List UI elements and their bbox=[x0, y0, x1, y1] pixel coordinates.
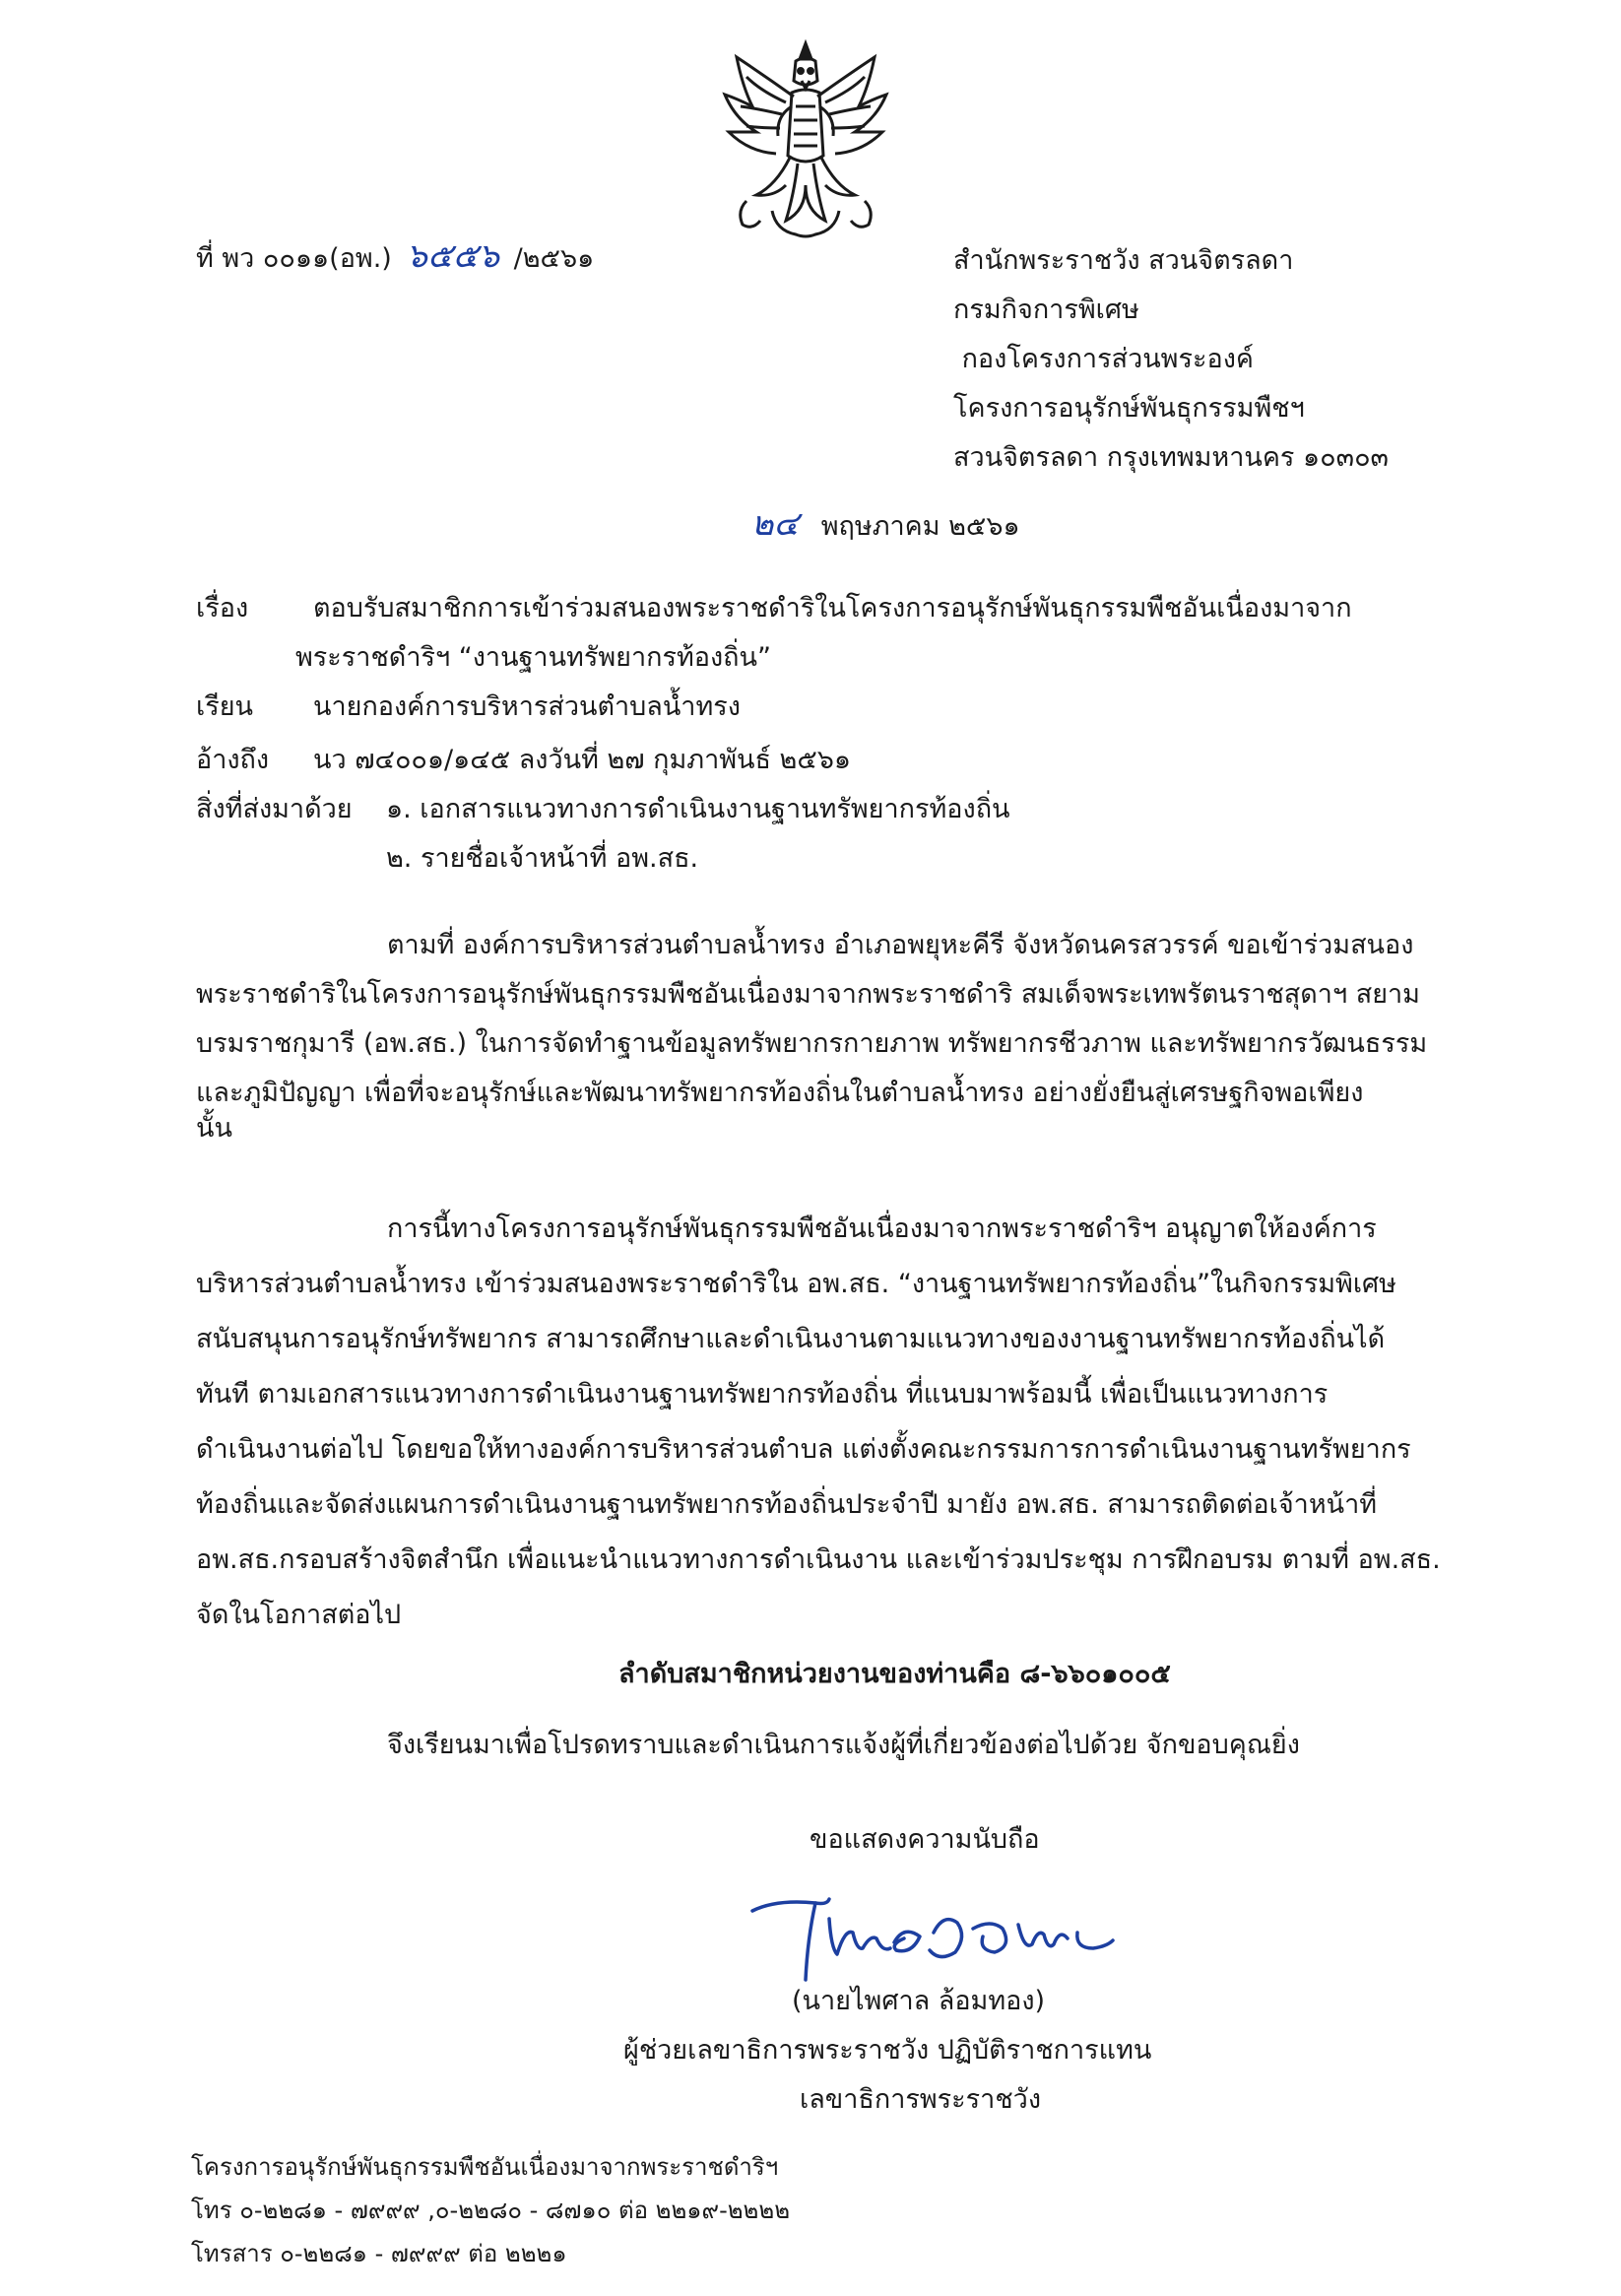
signer-title-line-2: เลขาธิการพระราชวัง bbox=[800, 2084, 1042, 2115]
footer bbox=[191, 2145, 790, 2275]
address-line: สำนักพระราชวัง สวนจิตรลดา bbox=[953, 245, 1294, 276]
ref-suffix: /๒๕๖๑ bbox=[513, 243, 595, 274]
reference-number bbox=[196, 236, 594, 279]
subject-line-2: พระราชดำริฯ “งานฐานทรัพยากรท้องถิ่น” bbox=[295, 642, 771, 673]
paragraph-line: บรมราชกุมารี (อพ.สธ.) ในการจัดทำฐานข้อมูลทรัพยากรกายภาพ ทรัพยากรชีวภาพ และทรัพยากรวัฒนธรรม bbox=[196, 1028, 1428, 1059]
ref-prefix: ที่ พว ๐๐๑๑(อพ.) bbox=[196, 243, 392, 274]
enclosures-label: สิ่งที่ส่งมาด้วย bbox=[196, 794, 353, 824]
address-line: กรมกิจการพิเศษ bbox=[953, 295, 1139, 325]
sender-address bbox=[953, 236, 1389, 483]
footer-fax: โทรสาร ๐-๒๒๘๑ - ๗๙๙๙ ต่อ ๒๒๒๑ bbox=[191, 2240, 567, 2267]
date-day-handwritten: ๒๔ bbox=[751, 504, 800, 544]
garuda-emblem-icon bbox=[717, 37, 894, 244]
paragraph-line: ทันที ตามเอกสารแนวทางการดำเนินงานฐานทรัพยากรท้องถิ่น ที่แนบมาพร้อมนี้ เพื่อเป็นแนวทางการ bbox=[196, 1379, 1329, 1410]
paragraph-line: สนับสนุนการอนุรักษ์ทรัพยากร สามารถศึกษาและดำเนินงานตามแนวทางของงานฐานทรัพยากรท้องถิ่นได้ bbox=[196, 1324, 1386, 1354]
paragraph-line: พระราชดำริในโครงการอนุรักษ์พันธุกรรมพืชอันเนื่องมาจากพระราชดำริ สมเด็จพระเทพรัตนราชสุดาฯ สยาม bbox=[196, 979, 1420, 1010]
ref-handwritten-number: ๖๕๕๖ bbox=[406, 236, 500, 276]
enclosure-item: ๑. เอกสารแนวทางการดำเนินงานฐานทรัพยากรท้องถิ่น bbox=[386, 794, 1010, 824]
member-number-line: ลำดับสมาชิกหน่วยงานของท่านคือ ๘-๖๖๐๑๐๐๕ bbox=[618, 1659, 1171, 1689]
paragraph-line: ตามที่ องค์การบริหารส่วนตำบลน้ำทรง อำเภอพยุหะคีรี จังหวัดนครสวรรค์ ขอเข้าร่วมสนอง bbox=[387, 930, 1414, 960]
signer-name: (นายไพศาล ล้อมทอง) bbox=[792, 1986, 1046, 2016]
closing: ขอแสดงความนับถือ bbox=[810, 1824, 1040, 1855]
paragraph-line: นั้น bbox=[196, 1113, 232, 1144]
paragraph-line: การนี้ทางโครงการอนุรักษ์พันธุกรรมพืชอันเนื่องมาจากพระราชดำริฯ อนุญาตให้องค์การ bbox=[387, 1214, 1377, 1244]
reference-value: นว ๗๔๐๐๑/๑๔๕ ลงวันที่ ๒๗ กุมภาพันธ์ ๒๕๖๑ bbox=[313, 745, 852, 775]
enclosure-item: ๒. รายชื่อเจ้าหน้าที่ อพ.สธ. bbox=[386, 843, 699, 874]
address-line: กองโครงการส่วนพระองค์ bbox=[953, 344, 1254, 374]
paragraph-line: จัดในโอกาสต่อไป bbox=[196, 1600, 402, 1630]
letter-date bbox=[751, 504, 1020, 547]
paragraph-line: ดำเนินงานต่อไป โดยขอให้ทางองค์การบริหารส่วนตำบล แต่งตั้งคณะกรรมการการดำเนินงานฐานทรัพยากร bbox=[196, 1434, 1411, 1465]
paragraph-line: อพ.สธ.กรอบสร้างจิตสำนึก เพื่อแนะนำแนวทางการดำเนินงาน และเข้าร่วมประชุม การฝึกอบรม ตามที่ อพ.สธ. bbox=[196, 1544, 1441, 1575]
to-value: นายกองค์การบริหารส่วนตำบลน้ำทรง bbox=[313, 691, 741, 722]
to-label: เรียน bbox=[196, 691, 254, 722]
paragraph-line: บริหารส่วนตำบลน้ำทรง เข้าร่วมสนองพระราชดำริใน อพ.สธ. “งานฐานทรัพยากรท้องถิ่น”ในกิจกรรมพิเศษ bbox=[196, 1269, 1396, 1299]
paragraph-line: และภูมิปัญญา เพื่อที่จะอนุรักษ์และพัฒนาทรัพยากรท้องถิ่นในตำบลน้ำทรง อย่างยั่งยืนสู่เศรษฐกิจพอเพียง bbox=[196, 1078, 1364, 1108]
footer-org: โครงการอนุรักษ์พันธุกรรมพืชอันเนื่องมาจากพระราชดำริฯ bbox=[191, 2153, 779, 2181]
paragraph-2 bbox=[196, 1202, 1441, 1643]
date-month-year: พฤษภาคม ๒๕๖๑ bbox=[820, 511, 1020, 542]
address-line: สวนจิตรลดา กรุงเทพมหานคร ๑๐๓๐๓ bbox=[953, 442, 1390, 473]
paragraph-1 bbox=[196, 921, 1437, 1153]
subject-label: เรื่อง bbox=[196, 593, 249, 623]
paragraph-line: ท้องถิ่นและจัดส่งแผนการดำเนินงานฐานทรัพยากรท้องถิ่นประจำปี มายัง อพ.สธ. สามารถติดต่อเจ้าหน้าที่ bbox=[196, 1489, 1378, 1520]
closing-request: จึงเรียนมาเพื่อโปรดทราบและดำเนินการแจ้งผู้ที่เกี่ยวข้องต่อไปด้วย จักขอบคุณยิ่ง bbox=[387, 1730, 1300, 1760]
reference-label: อ้างถึง bbox=[196, 745, 270, 775]
subject-line-1: ตอบรับสมาชิกการเข้าร่วมสนองพระราชดำริในโครงการอนุรักษ์พันธุกรรมพืชอันเนื่องมาจาก bbox=[313, 593, 1352, 623]
address-line: โครงการอนุรักษ์พันธุกรรมพืชฯ bbox=[953, 393, 1305, 424]
signer-title-line-1: ผู้ช่วยเลขาธิการพระราชวัง ปฏิบัติราชการแทน bbox=[623, 2035, 1152, 2066]
footer-phone: โทร ๐-๒๒๘๑ - ๗๙๙๙ ,๐-๒๒๘๐ - ๘๗๑๐ ต่อ ๒๒๑๙-๒๒๒๒ bbox=[191, 2197, 791, 2224]
